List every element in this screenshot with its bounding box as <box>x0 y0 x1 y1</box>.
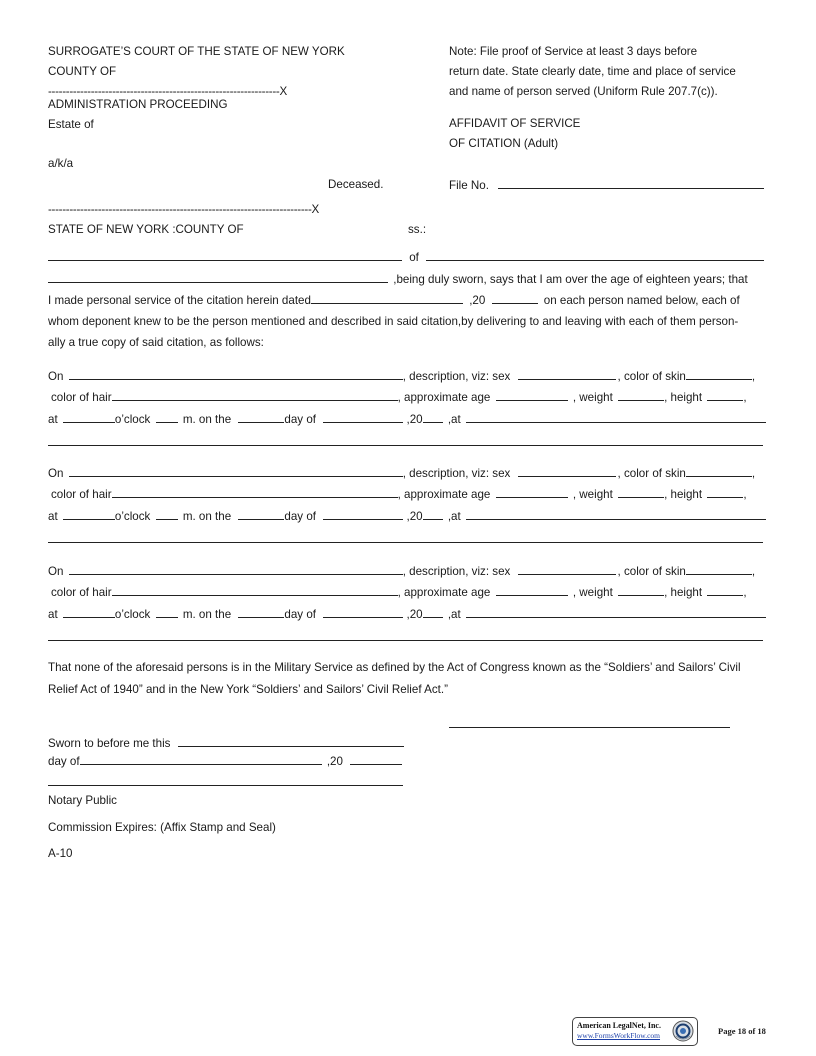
oclock-label: o’clock <box>114 413 151 426</box>
file-number-field[interactable] <box>498 178 764 189</box>
hour-field[interactable] <box>63 509 115 520</box>
military-line-2: Relief Act of 1940” and in the New York “Soldiers’ and Sailors’ Civil Relief Act.” <box>48 683 448 696</box>
ss-label: ss.: <box>408 223 427 236</box>
weight-field[interactable] <box>618 390 664 401</box>
deponent-signature-line[interactable] <box>449 727 730 728</box>
separator-line: --------------------------------------------------------------------------X <box>48 203 319 216</box>
year-prefix: ,20 <box>406 608 423 621</box>
oclock-label: o’clock <box>114 608 151 621</box>
year-prefix: ,20 <box>326 755 343 768</box>
citation-date-field[interactable] <box>311 293 463 304</box>
hair-color-field[interactable] <box>112 585 398 596</box>
comma-label: , <box>751 467 756 480</box>
each-person-text: on each person named below, each of <box>543 294 740 307</box>
deponent-line <box>48 250 764 265</box>
weight-label: , weight <box>572 391 613 404</box>
month-field[interactable] <box>323 607 403 618</box>
description-label: , description, viz: sex <box>402 565 511 578</box>
court-name: SURROGATE’S COURT OF THE STATE OF NEW YORK <box>48 45 345 58</box>
ally-text: ally a true copy of said citation, as follows: <box>48 336 264 349</box>
entry-2-row-3 <box>48 509 766 524</box>
on-label: On <box>48 565 64 578</box>
m-on-the-label: m. on the <box>182 608 232 621</box>
note-line-2: return date. State clearly date, time and place of service <box>449 65 736 78</box>
year-field[interactable] <box>423 412 443 423</box>
sworn-line <box>48 272 748 287</box>
year-field[interactable] <box>423 607 443 618</box>
person-name-field[interactable] <box>69 369 403 380</box>
deponent-address-field[interactable] <box>426 250 764 261</box>
year-field[interactable] <box>423 509 443 520</box>
height-label: , height <box>664 488 703 501</box>
on-label: On <box>48 467 64 480</box>
year-prefix: ,20 <box>406 510 423 523</box>
entry-1-row-1 <box>48 369 755 384</box>
place-field[interactable] <box>466 412 766 423</box>
of-label: of <box>409 251 419 264</box>
entry-2-row-1 <box>48 466 755 481</box>
day-field[interactable] <box>238 509 284 520</box>
hour-field[interactable] <box>63 412 115 423</box>
document-title: AFFIDAVIT OF SERVICE <box>449 117 581 130</box>
skin-color-field[interactable] <box>686 466 752 477</box>
year-prefix: ,20 <box>469 294 486 307</box>
entry-2-continuation-line[interactable] <box>48 542 763 543</box>
commission-expires-label: Commission Expires: (Affix Stamp and Seal) <box>48 821 276 834</box>
company-url[interactable]: www.FormsWorkFlow.com <box>577 1031 661 1040</box>
hair-color-field[interactable] <box>112 487 398 498</box>
skin-color-field[interactable] <box>686 564 752 575</box>
description-label: , description, viz: sex <box>402 370 511 383</box>
color-hair-label: color of hair <box>51 391 112 404</box>
separator-line: -----------------------------------------------------------------X <box>48 85 287 98</box>
comma-label: , <box>743 391 747 404</box>
comma-label: , <box>751 565 756 578</box>
weight-label: , weight <box>572 586 613 599</box>
entry-1-row-2 <box>51 390 747 405</box>
color-skin-label: , color of skin <box>617 370 686 383</box>
height-field[interactable] <box>707 585 743 596</box>
service-text: I made personal service of the citation herein dated <box>48 294 311 307</box>
approx-age-label: , approximate age <box>397 488 491 501</box>
entry-3-row-1 <box>48 564 755 579</box>
deponent-name-field[interactable] <box>48 250 402 261</box>
person-name-field[interactable] <box>69 564 403 575</box>
whom-text: whom deponent knew to be the person mentioned and described in said citation,by delivering to and leaving with each of them person- <box>48 315 739 328</box>
entry-1-continuation-line[interactable] <box>48 445 763 446</box>
place-field[interactable] <box>466 607 766 618</box>
height-field[interactable] <box>707 390 743 401</box>
sex-field[interactable] <box>518 466 616 477</box>
month-field[interactable] <box>323 412 403 423</box>
jurat-year-field[interactable] <box>350 754 402 765</box>
form-id: A-10 <box>48 847 73 860</box>
aka-label: a/k/a <box>48 157 74 170</box>
deponent-address-continued-field[interactable] <box>48 272 388 283</box>
color-hair-label: color of hair <box>51 586 112 599</box>
am-pm-field[interactable] <box>156 607 178 618</box>
hour-field[interactable] <box>63 607 115 618</box>
person-name-field[interactable] <box>69 466 403 477</box>
place-field[interactable] <box>466 509 766 520</box>
comma-label: , <box>743 488 747 501</box>
oclock-label: o’clock <box>114 510 151 523</box>
service-line <box>48 293 740 308</box>
year-prefix: ,20 <box>406 413 423 426</box>
notary-signature-line[interactable] <box>48 785 403 786</box>
day-of-label: day of <box>284 608 316 621</box>
age-field[interactable] <box>496 390 568 401</box>
day-field[interactable] <box>238 607 284 618</box>
height-label: , height <box>664 586 703 599</box>
note-line-1: Note: File proof of Service at least 3 days before <box>449 45 698 58</box>
m-on-the-label: m. on the <box>182 510 232 523</box>
at-label: at <box>48 413 58 426</box>
day-field[interactable] <box>238 412 284 423</box>
citation-year-field[interactable] <box>492 293 538 304</box>
age-field[interactable] <box>496 487 568 498</box>
entry-3-row-2 <box>51 585 747 600</box>
weight-field[interactable] <box>618 585 664 596</box>
day-of-label: day of <box>48 755 80 768</box>
globe-icon <box>672 1020 694 1042</box>
weight-label: , weight <box>572 488 613 501</box>
county-label: COUNTY OF <box>48 65 117 78</box>
sworn-date-field[interactable] <box>178 736 404 747</box>
weight-field[interactable] <box>618 487 664 498</box>
color-hair-label: color of hair <box>51 488 112 501</box>
page-number: Page 18 of 18 <box>718 1026 766 1036</box>
color-skin-label: , color of skin <box>617 467 686 480</box>
jurat-day-line <box>48 754 402 769</box>
description-label: , description, viz: sex <box>402 467 511 480</box>
note-line-3: and name of person served (Uniform Rule 207.7(c)). <box>449 85 718 98</box>
sworn-before-label: Sworn to before me this <box>48 737 171 750</box>
military-line-1: That none of the aforesaid persons is in the Military Service as defined by the Act of Congress known as the “Soldiers’ and Sailors’ Civil <box>48 661 741 674</box>
jurat-month-field[interactable] <box>80 754 322 765</box>
approx-age-label: , approximate age <box>397 586 491 599</box>
sworn-text: ,being duly sworn, says that I am over the age of eighteen years; that <box>393 273 748 286</box>
at-label: at <box>48 510 58 523</box>
day-of-label: day of <box>284 510 316 523</box>
at-label: ,at <box>447 510 461 523</box>
approx-age-label: , approximate age <box>397 391 491 404</box>
am-pm-field[interactable] <box>156 509 178 520</box>
file-number-label: File No. <box>449 179 489 192</box>
entry-3-row-3 <box>48 607 766 622</box>
month-field[interactable] <box>323 509 403 520</box>
entry-3-continuation-line[interactable] <box>48 640 763 641</box>
skin-color-field[interactable] <box>686 369 752 380</box>
file-number <box>449 178 764 193</box>
proceeding-type: ADMINISTRATION PROCEEDING <box>48 98 228 111</box>
at-label: ,at <box>447 413 461 426</box>
m-on-the-label: m. on the <box>182 413 232 426</box>
deceased-label: Deceased. <box>328 178 384 191</box>
entry-2-row-2 <box>51 487 747 502</box>
age-field[interactable] <box>496 585 568 596</box>
sex-field[interactable] <box>518 369 616 380</box>
height-field[interactable] <box>707 487 743 498</box>
document-subtitle: OF CITATION (Adult) <box>449 137 559 150</box>
on-label: On <box>48 370 64 383</box>
notary-public-label: Notary Public <box>48 794 117 807</box>
at-label: at <box>48 608 58 621</box>
sex-field[interactable] <box>518 564 616 575</box>
comma-label: , <box>743 586 747 599</box>
entry-1-row-3 <box>48 412 766 427</box>
day-of-label: day of <box>284 413 316 426</box>
sworn-before-line <box>48 736 404 751</box>
hair-color-field[interactable] <box>112 390 398 401</box>
venue-label: STATE OF NEW YORK :COUNTY OF <box>48 223 244 236</box>
company-logo <box>572 1017 698 1046</box>
comma-label: , <box>751 370 756 383</box>
color-skin-label: , color of skin <box>617 565 686 578</box>
estate-of-label: Estate of <box>48 118 94 131</box>
height-label: , height <box>664 391 703 404</box>
company-name: American LegalNet, Inc. <box>577 1021 661 1030</box>
am-pm-field[interactable] <box>156 412 178 423</box>
at-label: ,at <box>447 608 461 621</box>
